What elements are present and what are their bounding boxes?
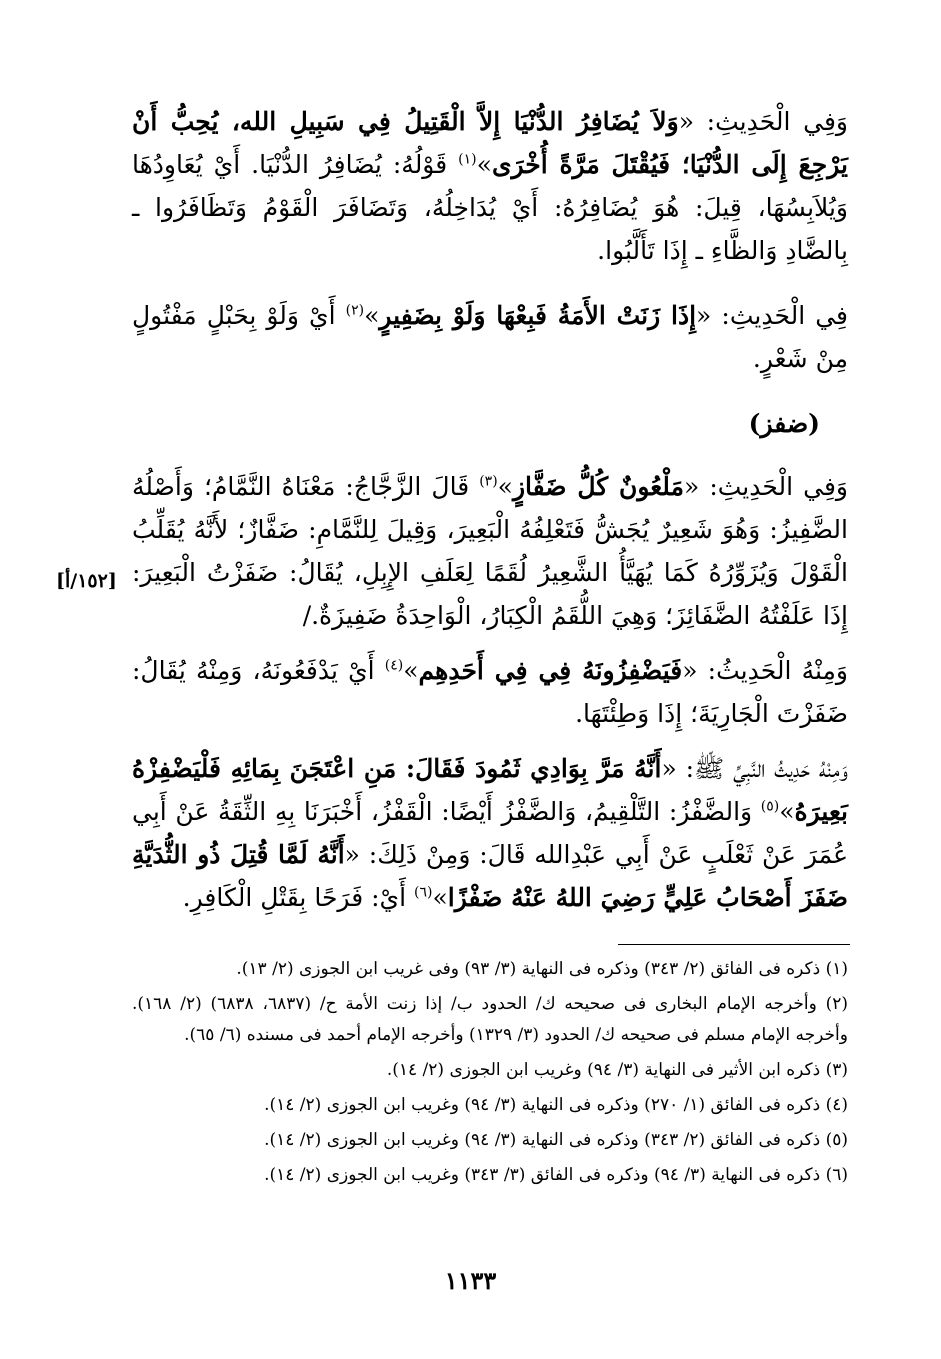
paragraph-2-intro: فِي الْحَدِيثِ: «: [696, 301, 848, 330]
hadith-quote-5: أَنَّهُ مَرَّ بِوَادِي ثَمُودَ فَقَالَ: مَنِ اعْتَجَنَ بِمَائِهِ فَلْيَضْفِزْهُ بَعِيرَهُ: [132, 754, 848, 826]
footnote-marker-5: (٥): [760, 798, 780, 815]
paragraph-1-intro: وَفِي الْحَدِيثِ: «: [678, 107, 848, 136]
paragraph-4: [132, 649, 848, 735]
main-text-upper: [132, 100, 848, 931]
paragraph-4-intro: وَمِنْهُ الْحَدِيثُ: «: [682, 656, 848, 685]
footnote-2: (٢) وأخرجه الإمام البخارى فى صحيحه ك/ الحدود ب/ إذا زنت الأمة ح/ (٦٨٣٧، ٦٨٣٨) (٢/ ١٦٨). وأخرجه الإمام مسلم فى صحيحه ك/ الحدود (٣/ ١٣٢٩) وأخرجه الإمام أحمد فى مسنده (٦/ ٦٥).: [132, 994, 848, 1045]
paragraph-2-body: أَيْ وَلَوْ بِحَبْلٍ مَفْتُولٍ مِنْ شَعْرٍ.: [132, 301, 848, 373]
footnote-divider: [618, 944, 850, 945]
manuscript-folio-ref: [١٥٢/أ]: [56, 570, 117, 592]
paragraph-4-body: أَيْ يَدْفَعُونَهُ، وَمِنْهُ يُقَالُ: ضَفَزْتَ الْجَارِيَةَ؛ إِذَا وَطِئْتَهَا.: [132, 656, 848, 728]
quote-close: »: [364, 301, 380, 330]
footnote-1: (١) ذكره فى الفائق (٢/ ٣٤٣) وذكره فى النهاية (٣/ ٩٣) وفى غريب ابن الجوزى (٢/ ١٣).: [236, 959, 848, 979]
quote-close: »: [476, 150, 492, 179]
footnote-4: (٤) ذكره فى الفائق (١/ ٢٧٠) وذكره فى النهاية (٣/ ٩٤) وغريب ابن الجوزى (٢/ ١٤).: [264, 1095, 848, 1115]
paragraph-5: [132, 747, 848, 919]
footnote-marker-2: (٢): [345, 302, 365, 319]
footnote-marker-6: (٦): [413, 884, 433, 901]
quote-close: »: [432, 883, 448, 912]
paragraph-1: [132, 100, 848, 272]
hadith-quote-4: فَيَضْفِزُونَهُ فِي فِي أَحَدِهِم: [418, 656, 683, 685]
paragraph-5-end: أَيْ: فَرَحًا بِقَتْلِ الْكَافِرِ.: [182, 883, 414, 912]
footnotes: [132, 954, 848, 1195]
quote-close: »: [403, 656, 419, 685]
footnote-marker-3: (٣): [479, 473, 498, 490]
quote-close: »: [779, 797, 795, 826]
hadith-quote-1: وَلاَ يُضَافِرُ الدُّنْيَا إِلاَّ الْقَتِيلُ فِي سَبِيلِ الله، يُحِبُّ أَنْ يَرْجِعَ إِلَى الدُّنْيَا؛ فَيُقْتَلَ مَرَّةً أُخْرَى: [132, 107, 848, 179]
paragraph-1-body: قَوْلُهُ: يُضَافِرُ الدُّنْيَا. أَيْ يُعَاوِدُهَا وَيُلاَبِسُهَا، قِيلَ: هُوَ يُضَافِرُهُ: أَيْ يُدَاخِلُهُ، وَتَضَافَرَ الْقَوْمُ وَتَظَافَرُوا ـ بِالضَّادِ وَالظَّاءِ ـ إِذَا تَأَلَّبُوا.: [132, 150, 848, 265]
quote-close: »: [497, 472, 513, 501]
entry-heading: (ضفز): [748, 409, 820, 438]
hadith-quote-2: إِذَا زَنَتْ الأَمَةُ فَبِعْهَا وَلَوْ بِضَفِيرٍ: [379, 301, 697, 330]
footnote-marker-4: (٤): [384, 657, 404, 674]
paragraph-5-intro: وَمِنْهُ حَدِيثُ النَّبِيِّ ﷺ: «: [661, 754, 848, 783]
paragraph-3: [132, 465, 848, 637]
footnote-marker-1: (١): [458, 151, 477, 168]
paragraph-2: [132, 294, 848, 380]
footnote-5: (٥) ذكره فى الفائق (٢/ ٣٤٣) وذكره فى النهاية (٣/ ٩٤) وغريب ابن الجوزى (٢/ ١٤).: [264, 1130, 848, 1150]
hadith-quote-6: أَنَّهُ لَمَّا قُتِلَ ذُو الثُّدَيَّةِ ضَفَزَ أَصْحَابُ عَلِيٍّ رَضِيَ اللهُ عَنْهُ ضَفْزًا: [132, 840, 848, 912]
paragraph-3-body: قَالَ الزَّجَّاجُ: مَعْنَاهُ النَّمَّامُ؛ وَأَصْلُهُ الضَّفِيزُ: وَهُوَ شَعِيرٌ يُجَشُّ فَتَعْلِفُهُ الْبَعِيرَ، وَقِيلَ لِلنَّمَّامِ: ضَفَّازٌ؛ لأَنَّهُ يُقَلِّبُ الْقَوْلَ وَيُزَوِّرُهُ كَمَا يُهَيَّأُ الشَّعِيرُ لُقَمًا لِعَلَفِ الإِبِلِ، يُقَالُ: ضَفَزْتُ الْبَعِيرَ: إِذَا عَلَفْتُهُ الضَّفَائِزَ؛ وَهِيَ اللُّقَمُ الْكِبَارُ، الْوَاحِدَةُ ضَفِيزَةٌ./: [132, 472, 848, 630]
paragraph-3-intro: وَفِي الْحَدِيثِ: «: [683, 472, 848, 501]
footnote-6: (٦) ذكره فى النهاية (٣/ ٩٤) وذكره فى الفائق (٣/ ٣٤٣) وغريب ابن الجوزى (٢/ ١٤).: [264, 1165, 848, 1185]
hadith-quote-3: مَلْعُونٌ كُلُّ ضَفَّازٍ: [512, 472, 684, 501]
footnote-3: (٣) ذكره ابن الأثير فى النهاية (٣/ ٩٤) وغريب ابن الجوزى (٢/ ١٤).: [386, 1060, 848, 1080]
paragraph-5-body: وَالضَّفْزُ: التَّلْقِيمُ، وَالضَّفْزُ أَيْضًا: الْقَفْزُ، أَخْبَرَنَا بِهِ الثِّقَةُ عَنْ أَبِي عُمَرَ عَنْ ثَعْلَبٍ عَنْ أَبِي عَبْدِالله قَالَ: وَمِنْ ذَلِكَ: «: [132, 797, 848, 869]
page-number: ١١٣٣: [444, 1266, 497, 1295]
